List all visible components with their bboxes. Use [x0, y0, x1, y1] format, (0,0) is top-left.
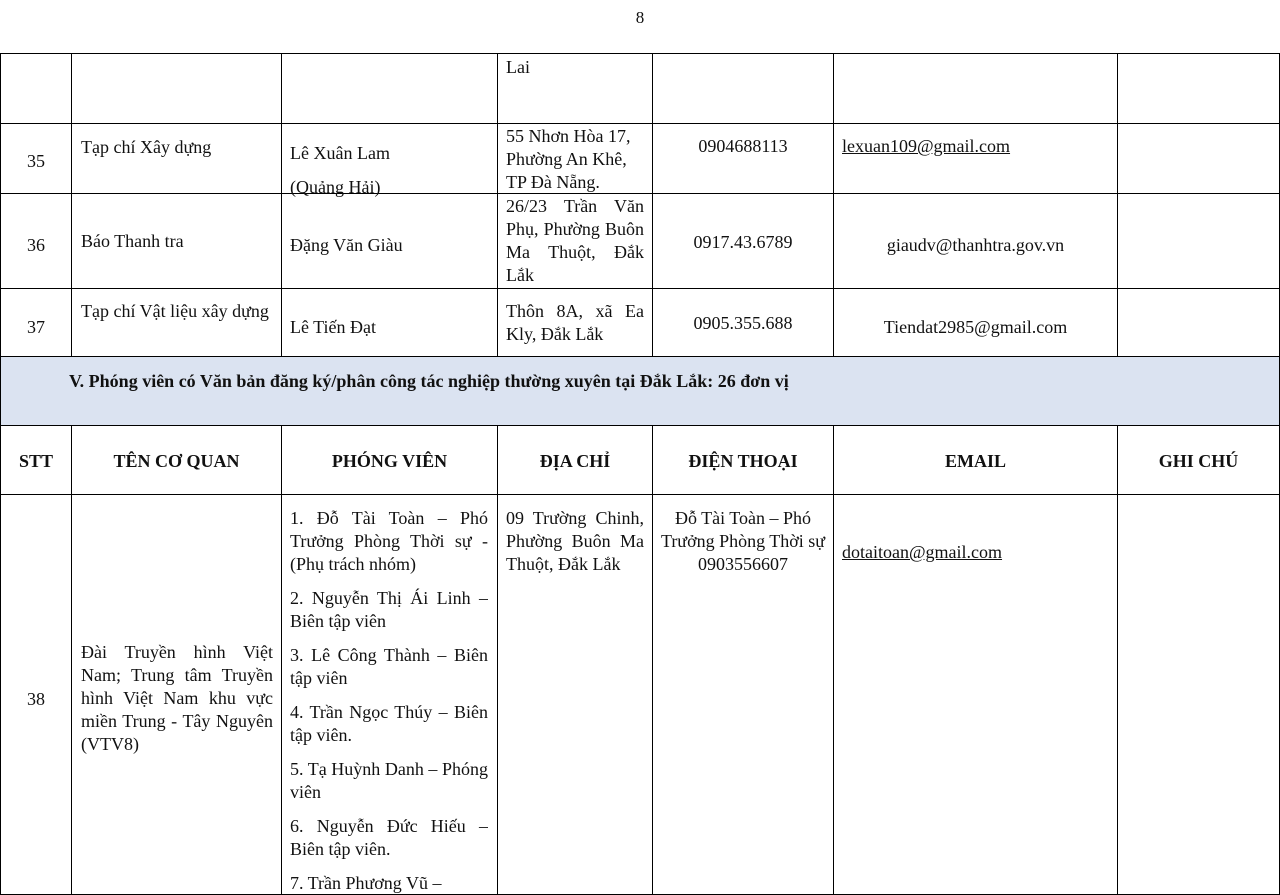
table-border	[833, 425, 834, 895]
row-38-reporters	[290, 507, 488, 893]
list-item: 5. Tạ Huỳnh Danh – Phóng viên	[290, 759, 488, 802]
table-border	[0, 494, 1280, 495]
row-36-phone: 0917.43.6789	[693, 232, 793, 252]
row-38-address: 09 Trường Chinh, Phường Buôn Ma Thuột, Đắk Lắk	[506, 508, 644, 574]
row-35-agency: Tạp chí Xây dựng	[81, 137, 212, 157]
table-border	[0, 425, 1280, 426]
table-border	[497, 53, 498, 357]
table-border	[71, 425, 72, 895]
section-title: V. Phóng viên có Văn bản đăng ký/phân công tác nghiệp thường xuyên tại Đắk Lắk: 26 đơn vị	[69, 371, 789, 391]
header-agency: TÊN CƠ QUAN	[113, 451, 240, 471]
table-border	[0, 53, 1, 357]
table-border	[0, 53, 1280, 54]
row-38-stt: 38	[27, 689, 45, 709]
row-cont-address: Lai	[506, 57, 530, 77]
table-border	[0, 425, 1, 895]
header-email: EMAIL	[944, 451, 1006, 471]
row-35-phone: 0904688113	[698, 136, 788, 156]
row-35-reporter	[290, 136, 490, 204]
row-35-reporter-name: Lê Xuân Lam	[290, 143, 390, 163]
row-36-agency: Báo Thanh tra	[81, 231, 184, 251]
table-border	[0, 288, 1280, 289]
row-37-stt: 37	[27, 317, 45, 337]
row-36-address: 26/23 Trần Văn Phụ, Phường Buôn Ma Thuột, Đắk Lắk	[506, 196, 644, 285]
row-35-email[interactable]: lexuan109@gmail.com	[842, 136, 1011, 156]
row-38-email[interactable]: dotaitoan@gmail.com	[842, 542, 1003, 562]
table-border	[833, 53, 834, 357]
row-36-reporter: Đặng Văn Giàu	[290, 235, 403, 255]
row-35-stt: 35	[27, 151, 45, 171]
header-address: ĐỊA CHỈ	[539, 451, 611, 471]
table-border	[0, 356, 1280, 357]
row-36-stt: 36	[27, 235, 45, 255]
row-35-address: 55 Nhơn Hòa 17, Phường An Khê, TP Đà Nẵng.	[506, 126, 631, 192]
header-reporter: PHÓNG VIÊN	[331, 451, 448, 471]
table-border	[281, 53, 282, 357]
row-36-email: giaudv@thanhtra.gov.vn	[886, 235, 1065, 255]
row-37-phone: 0905.355.688	[693, 313, 793, 333]
table-border	[71, 53, 72, 357]
table-border	[652, 425, 653, 895]
list-item: 4. Trần Ngọc Thúy – Biên tập viên.	[290, 702, 488, 745]
header-stt: STT	[18, 451, 54, 471]
page-number: 8	[635, 8, 645, 27]
table-border	[1117, 425, 1118, 895]
list-item: 2. Nguyễn Thị Ái Linh – Biên tập viên	[290, 588, 488, 631]
list-item: 7. Trần Phương Vũ –	[290, 873, 442, 893]
row-37-reporter: Lê Tiến Đạt	[290, 317, 377, 337]
row-38-phone: Đỗ Tài Toàn – Phó Trưởng Phòng Thời sự 0903556607	[660, 508, 826, 574]
row-37-agency: Tạp chí Vật liệu xây dựng	[81, 301, 269, 321]
list-item: 3. Lê Công Thành – Biên tập viên	[290, 645, 488, 688]
list-item: 6. Nguyễn Đức Hiếu – Biên tập viên.	[290, 816, 488, 859]
row-35-reporter-alias: (Quảng Hải)	[290, 177, 381, 197]
list-item: 1. Đỗ Tài Toàn – Phó Trưởng Phòng Thời sự - (Phụ trách nhóm)	[290, 508, 488, 574]
table-border	[0, 356, 1, 426]
row-37-email: Tiendat2985@gmail.com	[883, 317, 1068, 337]
row-38-agency: Đài Truyền hình Việt Nam; Trung tâm Truyền hình Việt Nam khu vực miền Trung - Tây Nguyên (VTV8)	[81, 642, 273, 754]
header-note: GHI CHÚ	[1158, 451, 1239, 471]
table-border	[497, 425, 498, 895]
table-border	[0, 123, 1280, 124]
row-37-address: Thôn 8A, xã Ea Kly, Đắk Lắk	[506, 301, 644, 344]
table-border	[1117, 53, 1118, 357]
header-phone: ĐIỆN THOẠI	[688, 451, 798, 471]
table-border	[281, 425, 282, 895]
